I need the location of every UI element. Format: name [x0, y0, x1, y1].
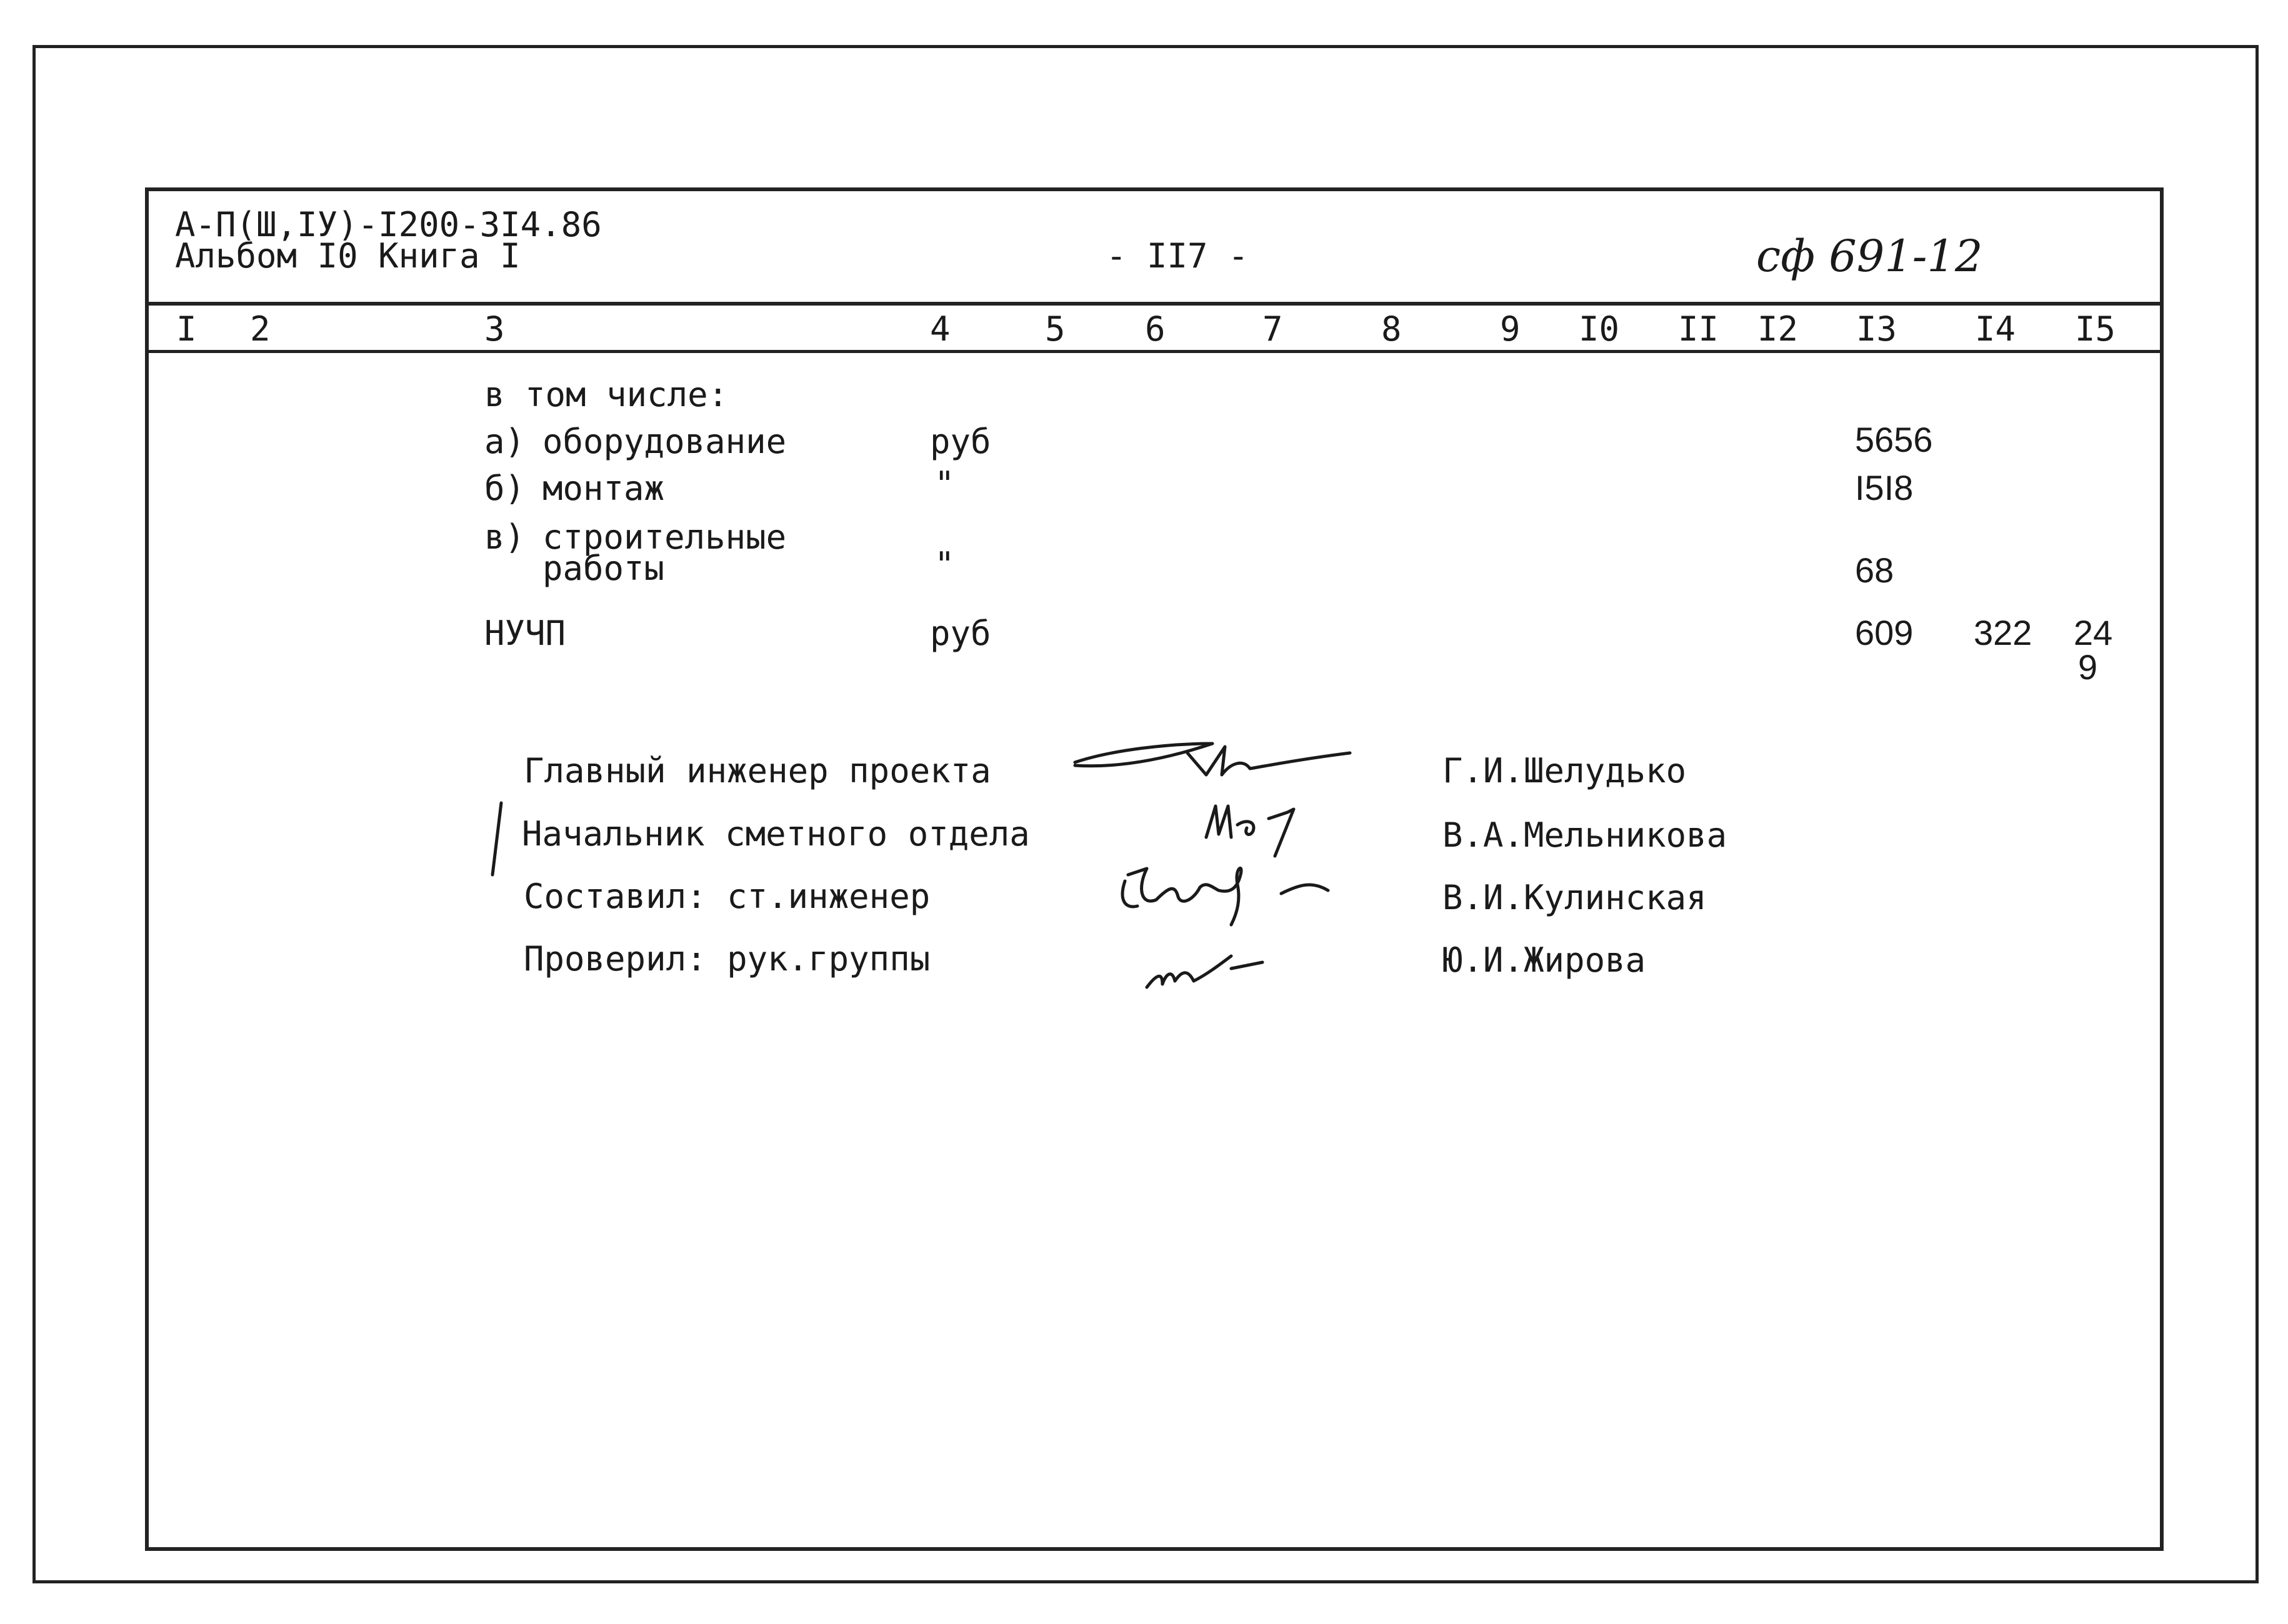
col-8: 8 [1381, 309, 1402, 349]
row-col13-value: 5656 [1855, 420, 1933, 459]
row-label: оборудование [542, 422, 787, 461]
col-14: I4 [1975, 309, 2016, 349]
col-5: 5 [1045, 309, 1066, 349]
col-12: I2 [1757, 309, 1799, 349]
row-col13-value: I5I8 [1855, 468, 1914, 507]
signature-compiler [1112, 850, 1400, 931]
row-unit: " [934, 545, 955, 584]
col-13: I3 [1856, 309, 1897, 349]
signature-name: В.А.Мельникова [1442, 815, 1727, 855]
signature-role: Главный инженер проекта [524, 751, 991, 790]
col-11: II [1678, 309, 1719, 349]
row-marker: в) [484, 517, 526, 557]
page-number: - II7 - [1106, 236, 1249, 276]
doc-code: А-П(Ш,IУ)-I200-3I4.86 [175, 205, 602, 244]
row-marker: б) [484, 469, 526, 508]
signature-chief-engineer [1062, 731, 1362, 800]
signature-name: Г.И.Шелудько [1442, 751, 1687, 790]
col-9: 9 [1500, 309, 1521, 349]
col-1: I [176, 309, 197, 349]
signature-role: Составил: ст.инженер [524, 877, 931, 916]
row-col14-value: 322 [1974, 613, 2032, 652]
col-3: 3 [484, 309, 505, 349]
signature-name: Ю.И.Жирова [1442, 940, 1646, 980]
row-unit: руб [930, 614, 991, 653]
row-unit: руб [930, 422, 991, 461]
col-15: I5 [2075, 309, 2116, 349]
row-col13-value: 609 [1855, 613, 1914, 652]
row-marker: а) [484, 422, 526, 461]
signature-role: Проверил: рук.группы [524, 939, 931, 979]
col-10: I0 [1579, 309, 1620, 349]
signature-name: В.И.Кулинская [1442, 878, 1707, 917]
col-6: 6 [1145, 309, 1166, 349]
signature-checker [1137, 950, 1287, 1000]
signature-role: Начальник сметного отдела [522, 814, 1030, 854]
row-col13-value: 68 [1855, 550, 1894, 590]
handwritten-code: сф 691-12 [1756, 231, 1983, 282]
margin-check-mark [487, 800, 506, 881]
row-label: НУЧП [484, 614, 566, 653]
col-7: 7 [1262, 309, 1283, 349]
row-label-line2: работы [542, 549, 665, 588]
row-label: монтаж [542, 469, 665, 508]
col-2: 2 [250, 309, 271, 349]
row-col15-value-line1: 24 [2074, 613, 2113, 652]
row-label: в том числе: [484, 375, 729, 414]
row-col15-value-line2: 9 [2078, 647, 2098, 687]
album-line: Альбом I0 Книга I [175, 236, 521, 276]
header-rule-top [149, 302, 2160, 306]
col-4: 4 [930, 309, 951, 349]
header-rule-bottom [149, 350, 2160, 353]
row-label-line1: строительные [542, 517, 787, 557]
row-unit: " [934, 464, 955, 504]
